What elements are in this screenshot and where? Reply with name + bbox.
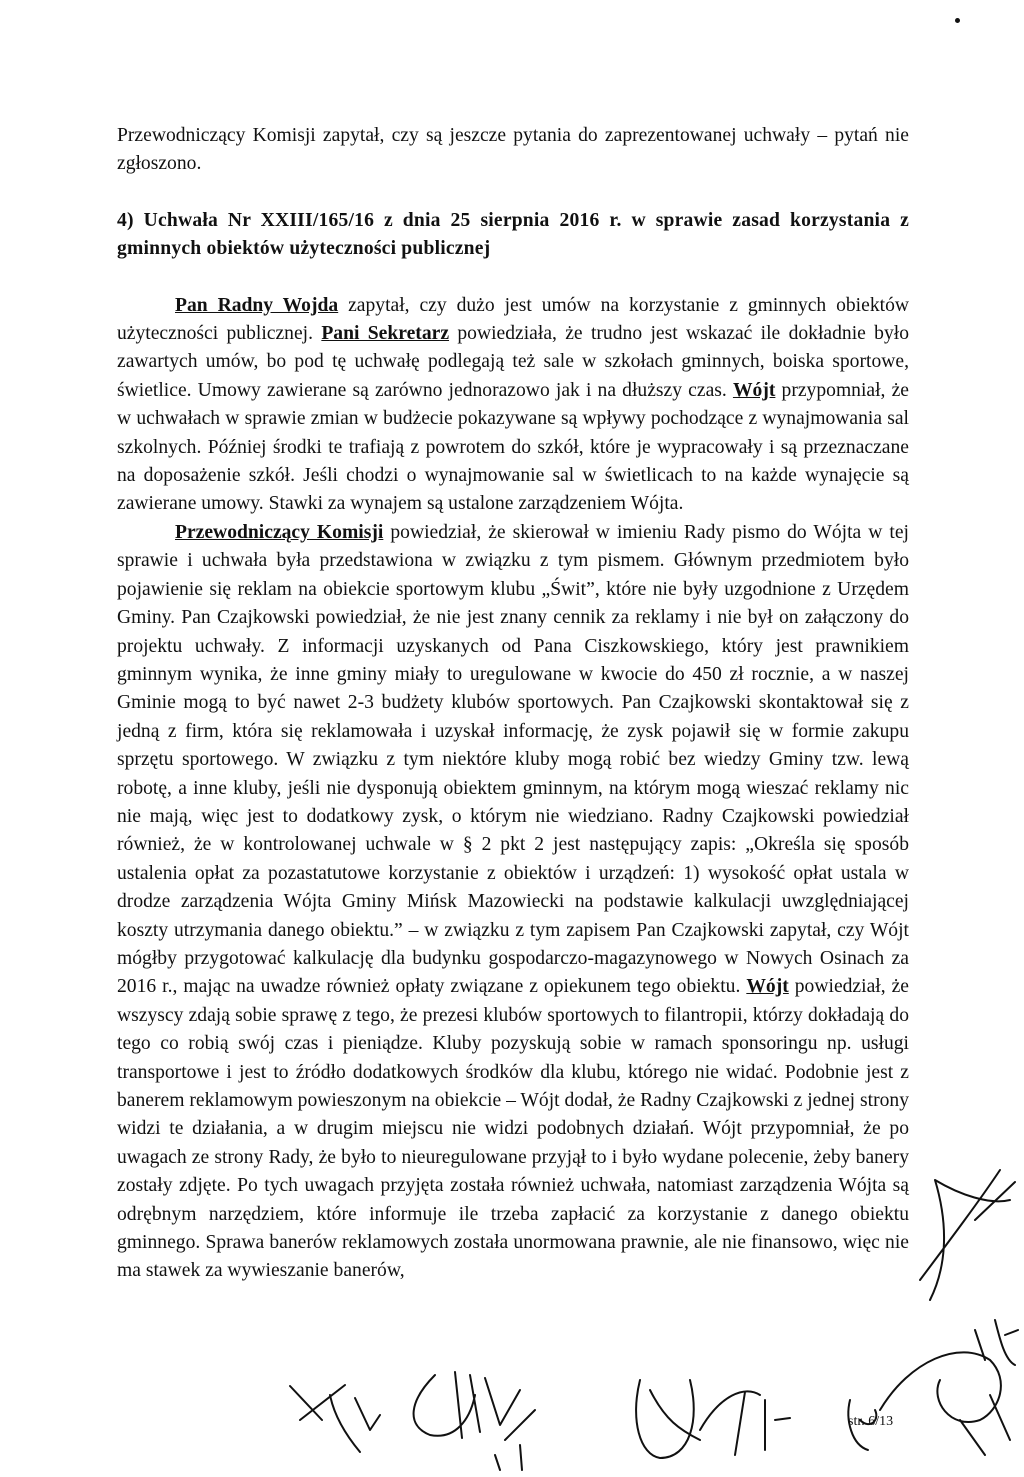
signature-mark (920, 1170, 1015, 1300)
paragraph-question: Przewodniczący Komisji zapytał, czy są jeszcze pytania do zaprezentowanej uchwały – pytań nie zgłoszono. (117, 125, 909, 175)
paragraph-wojda (117, 292, 909, 519)
document-body (117, 122, 909, 1286)
speaker-wojt: Wójt (746, 976, 789, 998)
speaker-wojt: Wójt (732, 379, 776, 401)
agenda-heading-4: 4) Uchwała Nr XXIII/165/16 z dnia 25 sierpnia 2016 r. w sprawie zasad korzystania z gminnych obiektów użyteczności publicznej (117, 209, 909, 260)
speaker-sekretarz: Pani Sekretarz (321, 323, 450, 345)
signature-mark (975, 1320, 1018, 1365)
paragraph-text: powiedział, że wszyscy zdają sobie sprawę z tego, że prezesi klubów sportowych to filantropii, którzy dokładają do tego co robią swój czas i pieniądze. Kluby pozyskują sobie w ramach sponsoringu np. usługi transportowe i jest to źródło dodatkowych środków dla klubu, którego nie widać. Podobnie jest z banerem reklamowym powieszonym na obiekcie – Wójt dodał, że Radny Czajkowski z jednej strony widzi te działania, a w drugim miejscu nie widzi podobnych działań. Wójt przypomniał, że po uwagach ze strony Rady, że było to nieuregulowane przyjął to i było wydane polecenie, żeby banery zostały zdjęte. Po tych uwagach przyjęta została również uchwała, natomiast zarządzenia Wójta są odrębnym narzędziem, które informuje ile trzeba zapłacić za korzystanie z danego obiektu gminnego. Sprawa banerów reklamowych została unormowana prawnie, ale nie finansowo, więc nie ma stawek za wywieszanie banerów, (117, 976, 909, 1282)
speaker-przewodniczacy: Przewodniczący Komisji (175, 521, 384, 543)
speck-dot (955, 18, 960, 23)
signature-mark (700, 1391, 790, 1455)
paragraph-przewodniczacy (117, 519, 909, 1286)
page-number: str. 6/13 (848, 1414, 894, 1429)
speaker-radny-wojda: Pan Radny Wojda (175, 294, 339, 316)
paragraph-text: powiedział, że skierował w imieniu Rady pismo do Wójta w tej sprawie i uchwała była przedstawiona w związku z tym pismem. Głównym przedmiotem było pojawienie się reklam na obiekcie sportowym klubu „Świt”, które nie były uzgodnione z Urzędem Gminy. Pan Czajkowski powiedział, że nie jest znany cennik za reklamy i nie był on załączony do projektu uchwały. Z informacji uzyskanych od Pana Ciszkowskiego, który jest prawnikiem gminnym wynika, że inne gminy miały to uregulowane w kwocie do 450 zł rocznie, a w naszej Gminie mogą to być nawet 2-3 budżety klubów sportowych. Pan Czajkowski skontaktował się z jedną z firm, która się reklamowała i uzyskał informację, że zysk pojawił się w formie zakupu sprzętu sportowego. W związku z tym niektóre kluby mogą robić bez wiedzy Gminy tzw. lewą robotę, a inne kluby, jeśli nie dysponują obiektem gminnym, na którym mogą wieszać reklamy nic nie mają, więc jest to dodatkowy zysk, o którym nie wiedziano. Radny Czajkowski powiedział również, że w kontrolowanej uchwale w § 2 pkt 2 jest następujący zapis: „Określa się sposób ustalenia opłat za pozastatutowe korzystanie z obiektów i urządzeń: 1) wysokość opłat ustala w drodze zarządzenia Wójta Gminy Mińsk Mazowiecki na podstawie kalkulacji uwzględniającej koszty utrzymania danego obiektu.” – w związku z tym zapisem Pan Czajkowski zapytał, czy Wójt mógłby przygotować kalkulację dla budynku gospodarczo-magazynowego w Nowych Osinach za 2016 r., mając na uwadze również opłaty związane z opiekunem tego obiektu. (117, 521, 909, 998)
paragraph-text: powiedziała, że trudno jest wskazać ile dokładnie było zawartych umów, bo pod tę uchwałę podlegają też sale w szkołach gminnych, boiska sportowe, świetlice. Umowy zawierane są zarówno jednorazowo jak i na dłuższy czas. (117, 323, 909, 401)
paragraph-text: przypomniał, że w uchwałach w sprawie zmian w budżecie pokazywane są wpływy pochodzące z wynajmowania sal szkolnych. Później środki te trafiają z powrotem do szkół, które je wypracowały i są przeznaczane na doposażenie szkół. Jeśli chodzi o wynajmowanie sal w świetlicach to na każde wynajęcie są zawierane umowy. Stawki za wynajem są ustalone zarządzeniem Wójta. (117, 379, 909, 515)
signature-mark (495, 1445, 522, 1470)
signature-mark (414, 1372, 535, 1440)
signature-mark (290, 1385, 380, 1452)
signature-mark (636, 1380, 700, 1458)
signature-mark (880, 1352, 1010, 1455)
paragraph-text: zapytał, czy dużo jest umów na korzystanie z gminnych obiektów użyteczności publicznej. (117, 294, 910, 345)
